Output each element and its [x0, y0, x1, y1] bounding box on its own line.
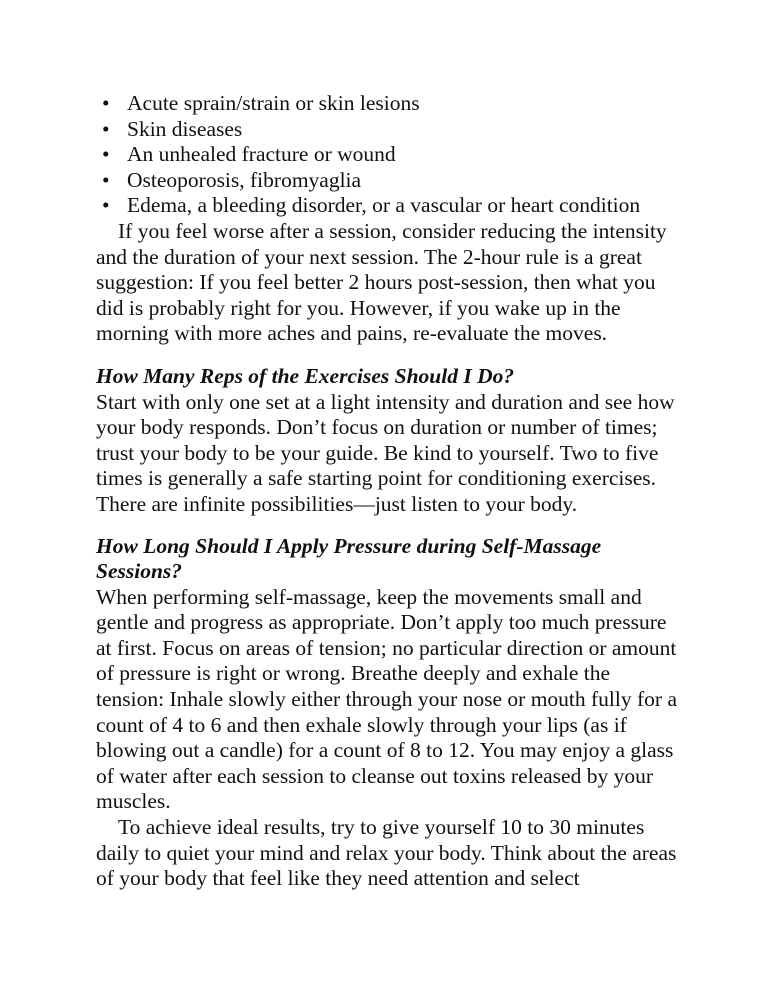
section-spacer [96, 518, 696, 534]
text-line: count of 4 to 6 and then exhale slowly through your lips (as if [96, 712, 627, 737]
text-line: daily to quiet your mind and relax your body. Think about the areas [96, 840, 677, 865]
text-line: gentle and progress as appropriate. Don’t apply too much pressure [96, 610, 667, 635]
paragraph-self-massage [96, 585, 696, 815]
list-item-text: Osteoporosis, fibromyaglia [127, 167, 362, 192]
text-line: at first. Focus on areas of tension; no particular direction or amount [96, 635, 677, 660]
bullet-icon: • [102, 116, 110, 141]
text-line: times is generally a safe starting point for conditioning exercises. [96, 466, 657, 491]
text-line: trust your body to be your guide. Be kind to yourself. Two to five [96, 440, 659, 465]
text-line: did is probably right for you. However, if you wake up in the [96, 295, 621, 320]
text-line: There are infinite possibilities—just listen to your body. [96, 491, 578, 516]
text-line: Start with only one set at a light intensity and duration and see how [96, 389, 675, 414]
list-item [96, 117, 696, 143]
text-line: of your body that feel like they need attention and select [96, 866, 580, 891]
bullet-icon: • [102, 193, 110, 218]
text-line: suggestion: If you feel better 2 hours post-session, then what you [96, 270, 656, 295]
text-line: of pressure is right or wrong. Breathe deeply and exhale the [96, 661, 611, 686]
paragraph-ideal-results [96, 815, 696, 892]
text-line: morning with more aches and pains, re-evaluate the moves. [96, 321, 608, 346]
paragraph-reps [96, 390, 696, 518]
section-spacer [96, 347, 696, 364]
list-item [96, 168, 696, 194]
list-item-text: An unhealed fracture or wound [127, 142, 396, 167]
heading-line: Sessions? [96, 559, 183, 584]
text-line: and the duration of your next session. The 2-hour rule is a great [96, 244, 642, 269]
heading-line: How Many Reps of the Exercises Should I Do? [96, 363, 515, 388]
paragraph-feel-worse [96, 219, 696, 347]
bullet-icon: • [102, 167, 110, 192]
text-line: When performing self-massage, keep the movements small and [96, 584, 642, 609]
document-page [96, 91, 696, 892]
text-line: blowing out a candle) for a count of 8 to 12. You may enjoy a glass [96, 738, 674, 763]
list-item [96, 193, 696, 219]
text-line: of water after each session to cleanse out toxins released by your [96, 763, 654, 788]
text-line: muscles. [96, 789, 171, 814]
bullet-icon: • [102, 91, 110, 115]
list-item-text: Skin diseases [127, 116, 243, 141]
list-item [96, 91, 696, 117]
heading-line: How Long Should I Apply Pressure during Self-Massage [96, 533, 602, 558]
text-line: tension: Inhale slowly either through your nose or mouth fully for a [96, 687, 677, 712]
text-line: If you feel worse after a session, consider reducing the intensity [118, 218, 667, 243]
section-heading-reps [96, 364, 696, 390]
list-item-text: Acute sprain/strain or skin lesions [127, 91, 420, 115]
bullet-icon: • [102, 142, 110, 167]
list-item [96, 142, 696, 168]
text-line: your body responds. Don’t focus on duration or number of times; [96, 415, 658, 440]
contraindications-list [96, 91, 696, 219]
section-heading-pressure [96, 534, 696, 585]
list-item-text: Edema, a bleeding disorder, or a vascular or heart condition [127, 193, 641, 218]
text-line: To achieve ideal results, try to give yourself 10 to 30 minutes [118, 815, 645, 840]
